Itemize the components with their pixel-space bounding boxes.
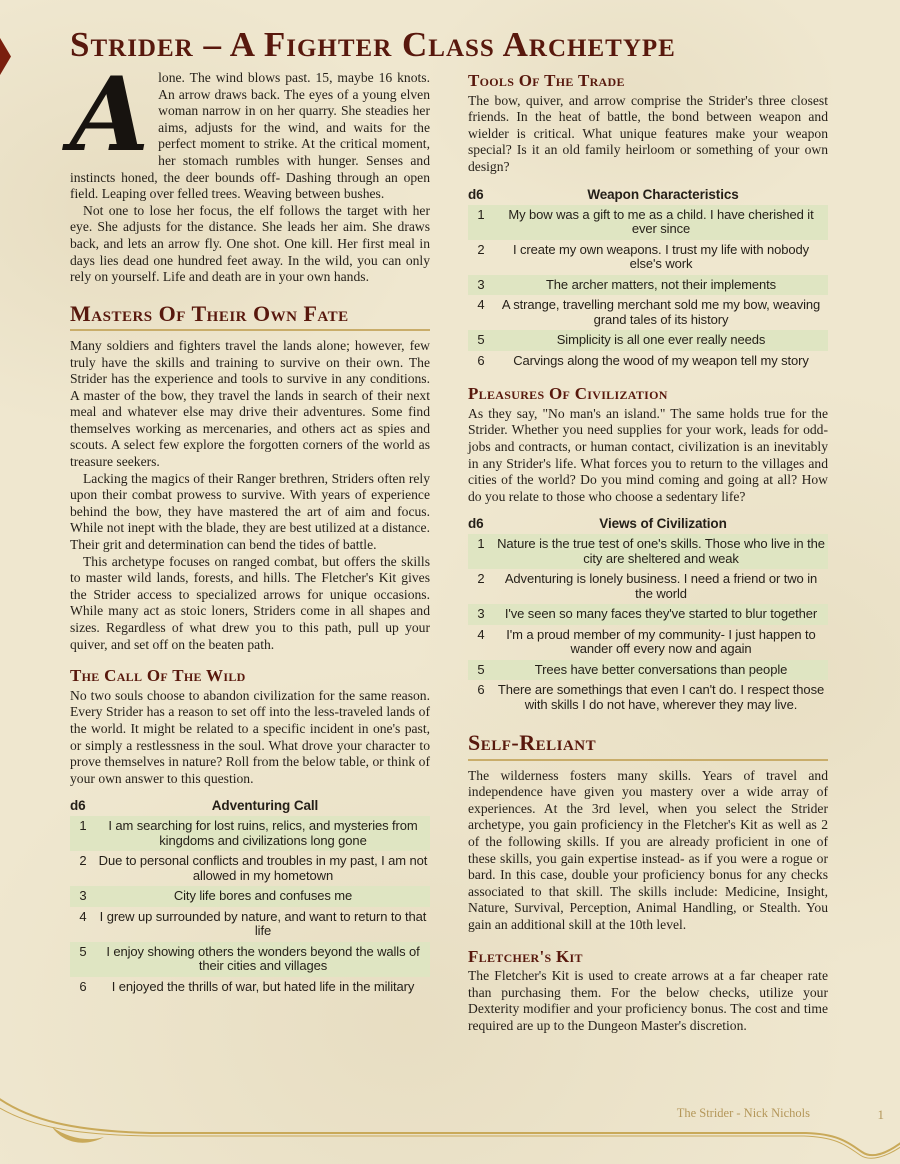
- roll-number: 3: [477, 276, 485, 292]
- section-heading-self-reliant: Self-Reliant: [468, 731, 828, 760]
- table-row: [468, 660, 828, 681]
- roll-text: Simplicity is all one ever really needs: [556, 332, 766, 348]
- roll-text: I am searching for lost ruins, relics, and mysteries from kingdoms and civilizations long gone: [108, 818, 418, 848]
- roll-number: 6: [79, 978, 87, 994]
- table-row: [468, 569, 828, 604]
- roll-number: 6: [477, 682, 485, 698]
- table-row: [468, 275, 828, 296]
- table-title: Weapon Characteristics: [587, 186, 739, 202]
- roll-number: 6: [477, 352, 485, 368]
- table-row: [468, 205, 828, 240]
- table-row: [468, 330, 828, 351]
- roll-text: A strange, travelling merchant sold me my bow, weaving grand tales of its history: [501, 297, 821, 327]
- roll-number: 1: [477, 206, 485, 222]
- roll-text: Adventuring is lonely business. I need a friend or two in the world: [504, 571, 818, 601]
- table-header: [70, 798, 430, 813]
- roll-text: I'm a proud member of my community- I just happen to wander off every now and again: [506, 626, 816, 657]
- roll-text: I enjoyed the thrills of war, but hated life in the military: [111, 978, 415, 994]
- table-row: [468, 351, 828, 372]
- roll-number: 2: [477, 241, 485, 257]
- footer-credit: The Strider - Nick Nichols: [676, 1106, 810, 1120]
- roll-number: 4: [477, 626, 485, 642]
- self-reliant-paragraph: The wilderness fosters many skills. Years of travel and independence have given you mastery over a wide array of experiences. At the 3rd level, when you select the Strider archetype, you gain proficiency in the Fletcher's Kit as well as 2 of the following skills. If you are already proficient in one of these skills, you gain expertise instead- as if you were a rogue or bard. In this case, double your proficiency bonus for any checks associated to that skill. The skills include: Medicine, Insight, Nature, Survival, Perception, Animal Handling, or Stealth. You gain an additional skill at the 10th level.: [468, 767, 828, 932]
- fletchers-kit-paragraph: The Fletcher's Kit is used to create arrows at a far cheaper rate than purchasing them. For the below checks, utilize your Dexterity modifier and your proficiency bonus. The cost and time required are up to the Dungeon Master's discretion.: [468, 968, 828, 1033]
- intro-paragraph-1: [70, 55, 430, 203]
- table-title: Views of Civilization: [599, 516, 727, 532]
- roll-text: I grew up surrounded by nature, and want to return to that life: [99, 908, 427, 939]
- roll-text: Nature is the true test of one's skills. Those who live in the city are sheltered and weak: [497, 536, 825, 566]
- table-row: [468, 625, 828, 660]
- roll-text: My bow was a gift to me as a child. I have cherished it ever since: [508, 206, 814, 237]
- roll-number: 4: [79, 908, 87, 924]
- table-row: [468, 295, 828, 330]
- masters-paragraph-1: Many soldiers and fighters travel the lands alone; however, few truly have the skills and training to survive on their own. The Strider has the experience and tools to survive in any conditions. A master of the bow, they travel the lands in search of their next meal and whatever else may drive their adventures. Some find themselves working as mercenaries, and others act as spies and scouts. A select few explore the forgotten corners of the world as treasure seekers.: [70, 337, 430, 470]
- roll-text: Trees have better conversations than people: [534, 661, 788, 677]
- die-column-header: d6: [70, 798, 86, 814]
- section-heading-call-of-the-wild: The Call Of The Wild: [70, 666, 246, 686]
- weapon-characteristics-table: [468, 187, 828, 372]
- views-of-civilization-table: [468, 516, 828, 715]
- roll-number: 1: [477, 536, 485, 552]
- table-row: [468, 534, 828, 569]
- roll-number: 1: [79, 818, 87, 834]
- section-heading-fletchers-kit: Fletcher's Kit: [468, 946, 583, 966]
- roll-text: I enjoy showing others the wonders beyond the walls of their cities and villages: [106, 943, 420, 974]
- section-heading-tools: Tools Of The Trade: [468, 71, 625, 90]
- table-row: [468, 680, 828, 715]
- left-column: [70, 55, 430, 1035]
- die-column-header: d6: [468, 516, 484, 532]
- page-number: 1: [877, 1107, 884, 1122]
- page-title: Strider – A Fighter Class Archetype: [70, 25, 676, 64]
- roll-number: 5: [79, 943, 87, 959]
- roll-number: 2: [477, 571, 485, 587]
- intro-paragraph-2: Not one to lose her focus, the elf follows the target with her eye. She adjusts for the distance. She leads her aim. She draws back, and lets an arrow fly. One shot. One kill. Her first meal in days lies dead one hundred feet away. In the wild, you can only rely on yourself. Life and death are in your own hands.: [70, 202, 430, 285]
- roll-text: Due to personal conflicts and troubles in my past, I am not allowed in my hometown: [98, 853, 428, 883]
- table-row: [468, 240, 828, 275]
- table-header: [468, 187, 828, 202]
- two-column-layout: [0, 55, 900, 1035]
- roll-number: 5: [477, 332, 485, 348]
- roll-number: 4: [477, 297, 485, 313]
- table-row: [70, 886, 430, 907]
- masters-paragraph-3: This archetype focuses on ranged combat, but offers the skills to master wild lands, forests, and hills. The Fletcher's Kit gives the Strider access to specialized arrows for unique occasions. While many act as stoic loners, Striders come in all shapes and sizes. Regardless of what drew you to this path, pull up your quiver, and set off on the beaten path.: [70, 553, 430, 652]
- die-column-header: d6: [468, 186, 484, 202]
- right-column: [468, 70, 828, 1035]
- roll-number: 3: [79, 888, 87, 904]
- table-row: [70, 977, 430, 998]
- table-row: [70, 816, 430, 851]
- drop-cap: A: [70, 55, 150, 175]
- roll-number: 2: [79, 853, 87, 869]
- tools-paragraph: The bow, quiver, and arrow comprise the Strider's three closest friends. In the heat of battle, the bond between weapon and wielder is critical. What unique features make your weapon special? Is it an old family heirloom or something of your own design?: [468, 92, 828, 175]
- table-row: [70, 907, 430, 942]
- table-row: [468, 604, 828, 625]
- section-heading-masters: Masters Of Their Own Fate: [70, 302, 430, 331]
- table-row: [70, 851, 430, 886]
- roll-text: Carvings along the wood of my weapon tell my story: [513, 352, 809, 368]
- roll-number: 5: [477, 661, 485, 677]
- roll-text: City life bores and confuses me: [173, 888, 353, 904]
- table-header: [468, 516, 828, 531]
- call-of-the-wild-paragraph: No two souls choose to abandon civilization for the same reason. Every Strider has a reason to set off into the less-traveled lands of the world. It might be related to a specific incident in one's past, or simply a restlessness in the soul. What drove your character to prove themselves in nature? Roll from the below table, or think of your own answer to this question.: [70, 687, 430, 786]
- adventuring-call-table: [70, 798, 430, 997]
- roll-text: There are somethings that even I can't do. I respect those with skills I do not have, wherever they may live.: [497, 682, 825, 712]
- table-row: [70, 942, 430, 977]
- intro-paragraph-1-text: lone. The wind blows past. 15, maybe 16 knots. An arrow draws back. The eyes of a young elven woman narrow in on her quarry. She steadies her aims, adjusts for the wind, and waits for the perfect moment to strike. At the critical moment, her stomach rumbles with hunger. Senses and instincts honed, the deer bounds off- Dashing through an open field. Leaping over felled trees. Weaving between bushes.: [70, 70, 430, 202]
- table-title: Adventuring Call: [211, 798, 319, 814]
- roll-text: I've seen so many faces they've started to blur together: [504, 606, 818, 622]
- roll-text: The archer matters, not their implements: [545, 276, 777, 292]
- pleasures-paragraph: As they say, "No man's an island." The same holds true for the Strider. Whether you need supplies for your work, leads for odd-jobs and contracts, or human contact, civilization is an inevitably in any Strider's life. What forces you to return to the villages and cities of the world? Do you mind coming and going at all? How do you relate to those who choose a sedentary life?: [468, 405, 828, 504]
- roll-text: I create my own weapons. I trust my life with nobody else's work: [512, 241, 810, 272]
- section-heading-pleasures: Pleasures Of Civilization: [468, 384, 668, 404]
- roll-number: 3: [477, 606, 485, 622]
- footer-flourish: [0, 1094, 900, 1164]
- masters-paragraph-2: Lacking the magics of their Ranger brethren, Striders often rely upon their combat prowess to survive. With years of experience behind the bow, they have mastered the art of aim and focus. While not inept with the blade, they are best utilized at a distance. Their grit and determination can bend the tides of battle.: [70, 470, 430, 553]
